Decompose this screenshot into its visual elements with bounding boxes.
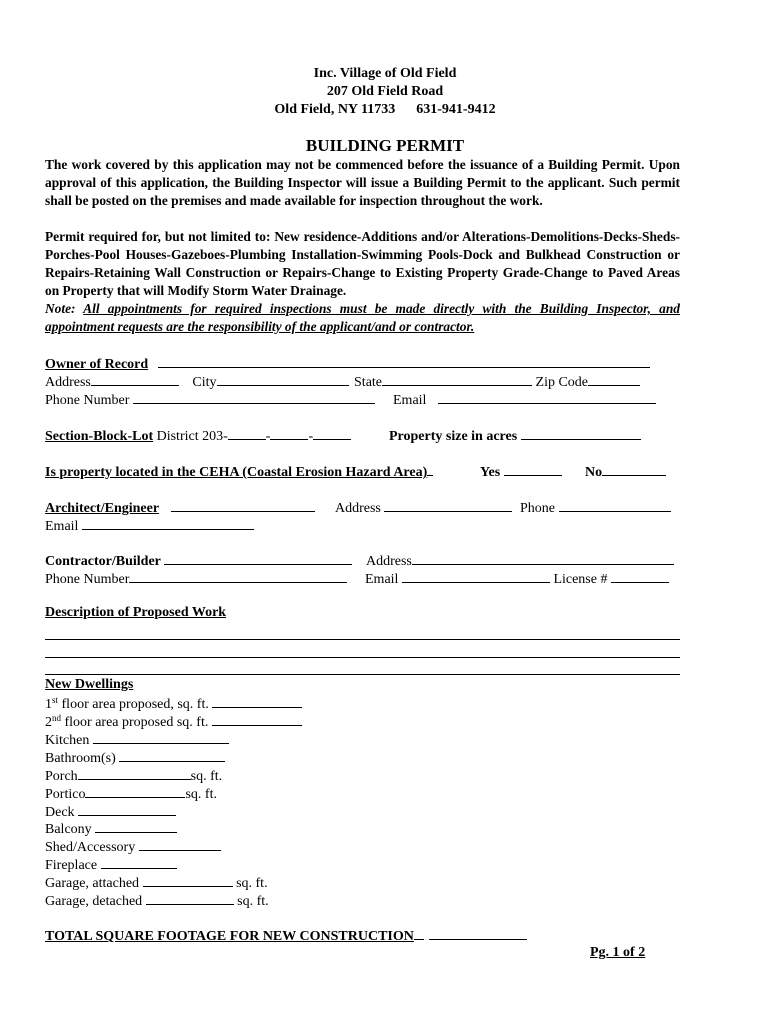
bathrooms-label: Bathroom(s) bbox=[45, 751, 116, 766]
porch-field[interactable] bbox=[78, 766, 191, 780]
fireplace-row bbox=[45, 855, 177, 875]
deck-label: Deck bbox=[45, 805, 75, 820]
description-label: Description of Proposed Work bbox=[45, 605, 227, 620]
architect-field[interactable] bbox=[171, 498, 315, 512]
ceha-question: Is property located in the CEHA (Coastal Erosion Hazard Area) bbox=[45, 465, 428, 480]
contractor-phone-label: Phone Number bbox=[45, 572, 130, 587]
owner-city-label: City bbox=[192, 375, 217, 390]
owner-email-label: Email bbox=[393, 393, 427, 408]
portico-field[interactable] bbox=[85, 784, 185, 798]
sbl-row bbox=[45, 426, 351, 446]
owner-address-row bbox=[45, 372, 640, 392]
architect-email-field[interactable] bbox=[82, 516, 254, 530]
architect-label: Architect/Engineer bbox=[45, 501, 160, 516]
owner-email-field[interactable] bbox=[438, 390, 656, 404]
contractor-phone-row bbox=[45, 569, 347, 589]
contractor-field[interactable] bbox=[164, 551, 352, 565]
ceha-no-row bbox=[585, 462, 666, 482]
architect-email-label: Email bbox=[45, 519, 79, 534]
garage-attached-row bbox=[45, 873, 268, 893]
architect-row bbox=[45, 498, 315, 518]
owner-phone-field[interactable] bbox=[133, 390, 375, 404]
new-dwellings-label: New Dwellings bbox=[45, 677, 134, 692]
owner-state-label: State bbox=[354, 375, 383, 390]
contractor-label: Contractor/Builder bbox=[45, 554, 161, 569]
contractor-email-row bbox=[365, 569, 669, 589]
architect-phone-field[interactable] bbox=[559, 498, 671, 512]
sbl-district: District 203- bbox=[156, 429, 228, 444]
sbl-section-field[interactable] bbox=[228, 426, 266, 440]
property-size-label: Property size in acres bbox=[389, 429, 518, 444]
total-underline bbox=[414, 926, 424, 940]
owner-field[interactable] bbox=[158, 354, 650, 368]
owner-zip-label: Zip Code bbox=[535, 375, 589, 390]
contractor-phone-field[interactable] bbox=[129, 569, 347, 583]
owner-state-field[interactable] bbox=[382, 372, 532, 386]
garage-attached-field[interactable] bbox=[143, 873, 233, 887]
owner-phone-row bbox=[45, 390, 375, 410]
portico-row bbox=[45, 784, 217, 804]
first-floor-label: 1st floor area proposed, sq. ft. bbox=[45, 695, 209, 712]
sbl-block-field[interactable] bbox=[270, 426, 308, 440]
balcony-row bbox=[45, 819, 177, 839]
owner-city-field[interactable] bbox=[217, 372, 349, 386]
village-city: Old Field, NY 11733 bbox=[274, 102, 396, 117]
village-name: Inc. Village of Old Field bbox=[313, 66, 457, 81]
total-row bbox=[45, 926, 527, 946]
note-label: Note: bbox=[45, 301, 76, 316]
description-line-3[interactable] bbox=[45, 674, 680, 675]
architect-phone-row bbox=[520, 498, 671, 518]
property-size-field[interactable] bbox=[521, 426, 641, 440]
owner-row bbox=[45, 354, 650, 374]
bathrooms-row bbox=[45, 748, 225, 768]
contractor-address-row bbox=[366, 551, 674, 571]
porch-row bbox=[45, 766, 222, 786]
contractor-license-field[interactable] bbox=[611, 569, 669, 583]
description-line-2[interactable] bbox=[45, 657, 680, 658]
owner-address-label: Address bbox=[45, 375, 91, 390]
fireplace-label: Fireplace bbox=[45, 858, 98, 873]
sbl-dash-1: - bbox=[265, 429, 271, 444]
architect-address-label: Address bbox=[335, 501, 381, 516]
garage-detached-unit: sq. ft. bbox=[237, 894, 269, 909]
first-floor-field[interactable] bbox=[212, 694, 302, 708]
garage-detached-field[interactable] bbox=[146, 891, 234, 905]
deck-field[interactable] bbox=[78, 802, 176, 816]
porch-unit: sq. ft. bbox=[190, 769, 223, 784]
balcony-label: Balcony bbox=[45, 822, 92, 837]
contractor-address-field[interactable] bbox=[412, 551, 674, 565]
balcony-field[interactable] bbox=[95, 819, 177, 833]
total-field[interactable] bbox=[429, 926, 527, 940]
owner-address-field[interactable] bbox=[91, 372, 179, 386]
contractor-license-label: License # bbox=[553, 572, 608, 587]
permit-required-paragraph: Permit required for, but not limited to: New residence-Additions and/or Alterations-Demolitions-Decks-Sheds-Porches-Pool Houses-Gazeboes-Plumbing Installation-Swimming Pools-Dock and Bulkhead Construction or Repairs-Retaining Wall Construction or Repairs-Change to Existing Property Grade-Change to Paved Areas on Property that will Modify Storm Water Drainage. bbox=[45, 229, 680, 298]
contractor-email-field[interactable] bbox=[402, 569, 550, 583]
fireplace-field[interactable] bbox=[101, 855, 177, 869]
architect-address-row bbox=[335, 498, 512, 518]
page-title: BUILDING PERMIT bbox=[305, 136, 465, 155]
sbl-label: Section-Block-Lot bbox=[45, 429, 154, 444]
garage-attached-unit: sq. ft. bbox=[236, 876, 268, 891]
garage-detached-label: Garage, detached bbox=[45, 894, 143, 909]
portico-label: Portico bbox=[45, 787, 86, 802]
ceha-underline bbox=[427, 462, 433, 476]
description-line-1[interactable] bbox=[45, 639, 680, 640]
ceha-yes-label: Yes bbox=[480, 465, 501, 480]
garage-attached-label: Garage, attached bbox=[45, 876, 140, 891]
total-label: TOTAL SQUARE FOOTAGE FOR NEW CONSTRUCTION bbox=[45, 929, 414, 944]
contractor-address-label: Address bbox=[366, 554, 412, 569]
sbl-lot-field[interactable] bbox=[313, 426, 351, 440]
owner-zip-field[interactable] bbox=[588, 372, 640, 386]
ceha-yes-row bbox=[480, 462, 562, 482]
ceha-no-field[interactable] bbox=[602, 462, 666, 476]
architect-address-field[interactable] bbox=[384, 498, 512, 512]
owner-label: Owner of Record bbox=[45, 357, 149, 372]
kitchen-label: Kitchen bbox=[45, 733, 90, 748]
ceha-no-label: No bbox=[585, 465, 603, 480]
contractor-row bbox=[45, 551, 352, 571]
shed-label: Shed/Accessory bbox=[45, 840, 136, 855]
page-number: Pg. 1 of 2 bbox=[590, 945, 646, 960]
architect-phone-label: Phone bbox=[520, 501, 555, 516]
note-text: All appointments for required inspections must be made directly with the Building Inspector, and appointment requests are the responsibility of the applicant/and or contractor. bbox=[45, 301, 680, 334]
second-floor-row bbox=[45, 712, 302, 732]
ceha-yes-field[interactable] bbox=[504, 462, 562, 476]
note-paragraph bbox=[45, 300, 680, 336]
village-city-phone bbox=[0, 102, 770, 118]
owner-email-row bbox=[393, 390, 656, 410]
village-address: 207 Old Field Road bbox=[326, 84, 444, 99]
intro-paragraph: The work covered by this application may not be commenced before the issuance of a Building Permit. Upon approval of this application, the Building Inspector will issue a Building Permit to the applicant. Such permit shall be posted on the premises and made available for inspection throughout the work. bbox=[45, 157, 680, 208]
owner-phone-label: Phone Number bbox=[45, 393, 130, 408]
kitchen-field[interactable] bbox=[93, 730, 229, 744]
property-size-row bbox=[389, 426, 641, 446]
shed-row bbox=[45, 837, 221, 857]
porch-label: Porch bbox=[45, 769, 78, 784]
shed-field[interactable] bbox=[139, 837, 221, 851]
village-phone: 631-941-9412 bbox=[416, 102, 496, 117]
contractor-email-label: Email bbox=[365, 572, 399, 587]
kitchen-row bbox=[45, 730, 229, 750]
first-floor-row bbox=[45, 694, 302, 714]
garage-detached-row bbox=[45, 891, 269, 911]
bathrooms-field[interactable] bbox=[119, 748, 225, 762]
sbl-dash-2: - bbox=[308, 429, 314, 444]
second-floor-label: 2nd floor area proposed sq. ft. bbox=[45, 713, 209, 730]
architect-email-row bbox=[45, 516, 254, 536]
portico-unit: sq. ft. bbox=[185, 787, 217, 802]
ceha-row bbox=[45, 462, 433, 482]
second-floor-field[interactable] bbox=[212, 712, 302, 726]
